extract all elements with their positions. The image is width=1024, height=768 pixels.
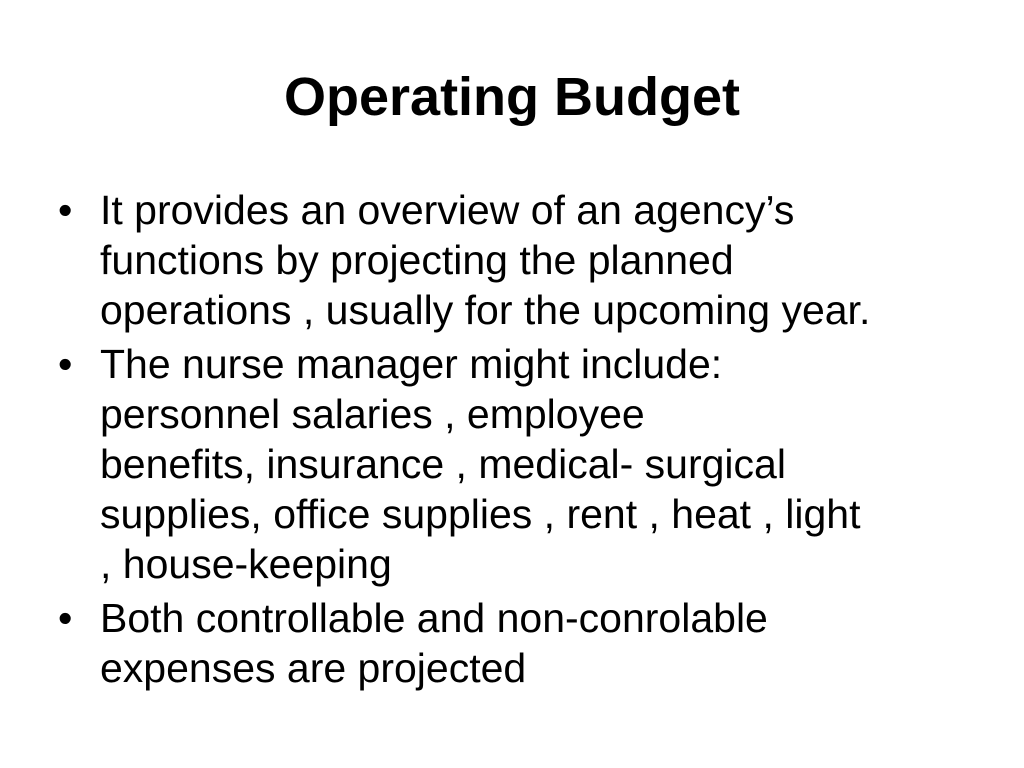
- bullet-line: functions by projecting the planned: [100, 237, 734, 283]
- bullet-dot-icon: •: [58, 341, 73, 387]
- bullet-text: [100, 339, 860, 589]
- bullet-line: , house-keeping: [100, 541, 392, 587]
- bullet-line: operations , usually for the upcoming year.: [100, 287, 871, 333]
- bullet-item-overview: [58, 185, 978, 335]
- bullet-line: Both controllable and non-conrolable: [100, 595, 768, 641]
- bullet-dot-icon: •: [58, 187, 73, 233]
- bullet-dot-icon: •: [58, 595, 73, 641]
- bullet-line: expenses are projected: [100, 645, 527, 691]
- slide-title: Operating Budget: [284, 67, 740, 127]
- bullet-line: The nurse manager might include:: [100, 341, 723, 387]
- bullet-text: [100, 185, 870, 335]
- bullet-line: personnel salaries , employee: [100, 391, 645, 437]
- bullet-text: [100, 593, 768, 693]
- bullet-item-includes: [58, 339, 978, 589]
- bullet-line: It provides an overview of an agency’s: [100, 187, 795, 233]
- bullet-list: [58, 185, 978, 697]
- bullet-item-expenses: [58, 593, 978, 693]
- bullet-line: supplies, office supplies , rent , heat , light: [100, 491, 861, 537]
- bullet-line: benefits, insurance , medical- surgical: [100, 441, 786, 487]
